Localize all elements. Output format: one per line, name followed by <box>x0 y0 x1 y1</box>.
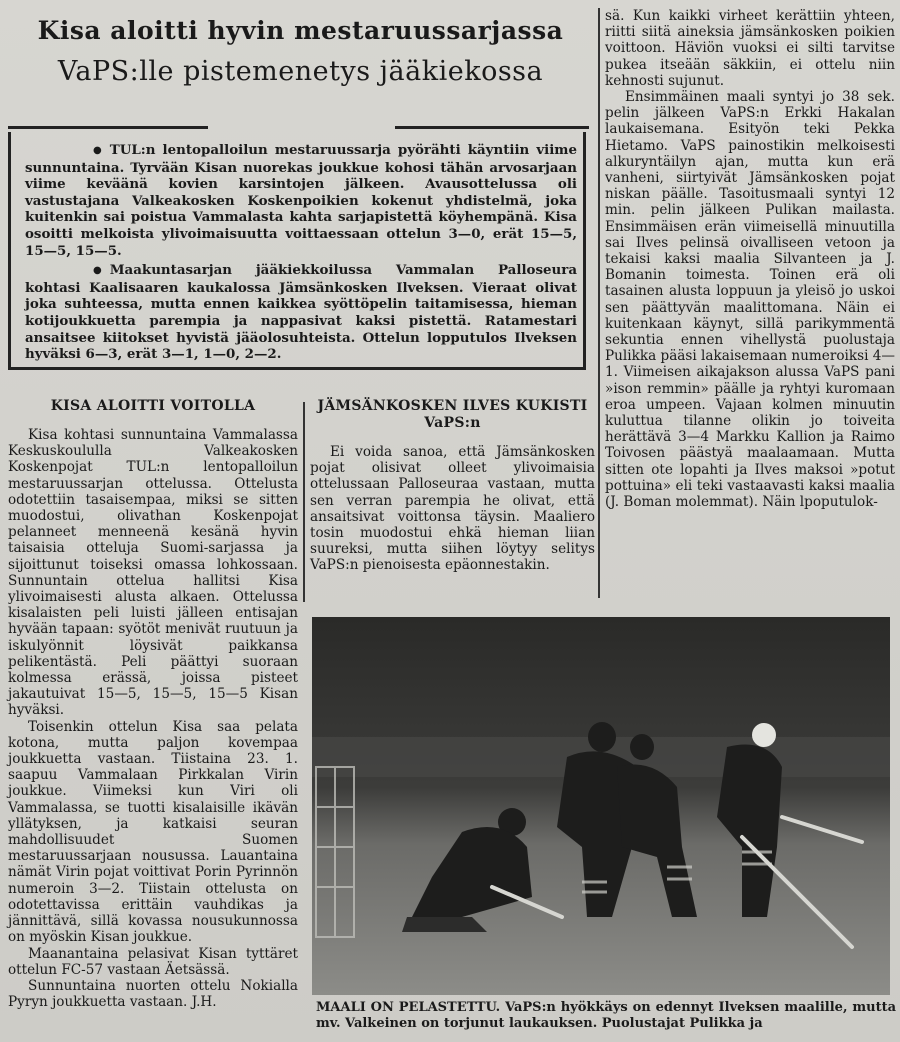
article-ilves-title: JÄMSÄNKOSKEN ILVES KUKISTI VaPS:n <box>317 398 588 431</box>
article-paragraph: Ei voida sanoa, että Jämsänkosken pojat olisivat olleet ylivoimaisia ottelussaan Palloseuraa vastaan, mutta sen verran parempia he olivat, että ansaitsivat voittonsa täysin. Maaliero tosin muodostui ehkä hieman liian suureksi, mutta siihen löytyy selitys VaPS:n pienoisesta epäonnestakin. <box>310 444 595 574</box>
photo-caption-text: VaPS:n hyökkäys on edennyt Ilveksen maalille, mutta mv. Valkeinen on torjunut laukauksen. Puolustajat Pulikka ja <box>316 1000 897 1031</box>
summary-paragraph: ● Maakuntasarjan jääkiekkoilussa Vammalan Palloseura kohtasi Kaalisaaren kaukalossa Jämsänkosken Ilveksen. Vieraat olivat joka suhteessa, mutta ennen kaikkea syöttöpelin taitamisessa, hieman kotijoukkuetta parempia ja nappasivat kaksi pistettä. Ratamestari ansaitsee kiitokset hyvistä jääolosuhteista. Ottelun lopputulos Ilveksen hyväksi 6—3, erät 3—1, 1—0, 2—2. <box>25 262 577 363</box>
headline-subtitle: VaPS:lle pistemenetys jääkiekossa <box>57 56 544 87</box>
photo-caption-head: MAALI ON PELASTETTU. <box>316 1000 501 1015</box>
bullet-icon: ● <box>93 145 102 156</box>
column-divider <box>303 402 305 602</box>
bullet-icon: ● <box>93 265 102 277</box>
summary-box <box>8 132 586 370</box>
summary-top-rule-right <box>395 126 589 129</box>
article-kisa-title: KISA ALOITTI VOITOLLA <box>50 398 256 414</box>
article-paragraph: sä. Kun kaikki virheet kerättiin yhteen, riitti siitä aineksia jämsänkosken poikien voittoon. Häviön vuoksi ei silti tarvitse pukea itseään säkkiin, ei ottelu niin kehnosti sujunut. <box>605 8 895 89</box>
article-kisa <box>8 398 298 1010</box>
article-paragraph: Toisenkin ottelun Kisa saa pelata kotona, mutta paljon kovempaa joukkuetta vastaan. Tiistaina 23. 1. saapuu Vammalaan Pirkkalan Virin joukkue. Viimeksi kun Viri oli Vammalassa, se tuotti kisalaisille ikävän yllätyksen, ja katkaisi seuran mahdollisuudet Suomen mestaruussarjaan nousussa. Lauantaina nämät Virin pojat voittivat Porin Pyrinnön numeroin 3—2. Tiistain ottelusta on odotettavissa erittäin vauhdikas ja jännittävä, sillä kovassa nousukunnossa on myöskin Kisan joukkue. <box>8 718 298 946</box>
article-paragraph: Sunnuntaina nuorten ottelu Nokialla Pyryn joukkuetta vastaan. J.H. <box>8 977 298 1011</box>
headline-title: Kisa aloitti hyvin mestaruussarjassa <box>37 16 564 45</box>
hockey-photo <box>312 617 890 995</box>
article-paragraph: Kisa kohtasi sunnuntaina Vammalassa Keskuskoululla Valkeakosken Koskenpojat TUL:n lentopalloilun mestaruussarjan ottelussa. Ottelusta odotettiin tasaisempaa, miksi se sitten muodostui, olivathan Koskenpojat pelanneet menneenä kesänä hyvin taisaisia otteluja Suomi-sarjassa ja sijoittunut toiseksi omassa lohkossaan. Sunnuntain ottelua hallitsi Kisa ylivoimaisesti alusta alkaen. Ottelussa kisalaisten peli luisti jälleen entisajan hyvään tapaan: syötöt menivät ruutuun ja iskulyönnit löysivät paikkansa pelikentästä. Peli päättyi suoraan kolmessa erässä, joissa pisteet jakautuivat 15—5, 15—5, 15—5 Kisan hyväksi. <box>8 427 298 719</box>
article-ilves <box>310 398 595 574</box>
summary-top-rule-left <box>8 126 208 129</box>
article-paragraph: Ensimmäinen maali syntyi jo 38 sek. pelin jälkeen VaPS:n Erkki Hakalan laukaisemana. Esityön teki Pekka Hietamo. VaPS painostikin melkoisesti alkuryntäilyn ajan, mutta kun erä vanheni, siirtyivät Jämsänkosken pojat niskan päälle. Tasoitusmaali syntyi 12 min. pelin jälkeen Pulikan mailasta. Ensimmäisen erän viimeisellä minuutilla sai Ilves pelinsä oivalliseen vetoon ja tekaisi kaksi maalia Silvanteen ja J. Bomanin toimesta. Toinen erä oli tasainen alusta loppuun ja yleisö jo uskoi sen päättyvän maalittomana. Näin ei kuitenkaan käynyt, sillä parikymmentä sekuntia ennen vihellystä puolustaja Pulikka pääsi lakaisemaan numeroiksi 4—1. Viimeisen aikajakson alussa VaPS pani »ison remmin» päälle ja ryhtyi kuromaan eroa umpeen. Vajaan kolmen minuutin kuluttua tilanne olikin jo toiveita herättävä 3—4 Markku Kallion ja Raimo Toivosen päästyä maalaamaan. Mutta sitten ote lopahti ja Ilves maksoi »potut pottuina» eli teki vastaavasti kaksi maalia (J. Boman molemmat). Näin lpoputulok- <box>605 89 895 511</box>
summary-paragraph: ● TUL:n lentopalloilun mestaruussarja pyörähti käyntiin viime sunnuntaina. Tyrvään Kisan nuorekas joukkue kohosi tähän arvosarjaan viime keväänä kovien karsintojen jälkeen. Avausottelussa oli vastustajana Valkeakosken Koskenpoikien kokenut yhdistelmä, joka kuitenkin sai poistua Vammalasta kahta sarjapistettä köyhempänä. Kisa osoitti melkoista ylivoimaisuutta voittaessaan ottelun 3—0, erät 15—5, 15—5, 15—5. <box>25 142 577 259</box>
column-divider <box>598 8 600 598</box>
photo-caption <box>316 1000 896 1032</box>
hockey-photo-image <box>312 617 890 995</box>
headline-block <box>8 8 593 88</box>
article-ilves-continued <box>605 8 895 510</box>
article-paragraph: Maanantaina pelasivat Kisan tyttäret ottelun FC-57 vastaan Äetsässä. <box>8 945 298 978</box>
